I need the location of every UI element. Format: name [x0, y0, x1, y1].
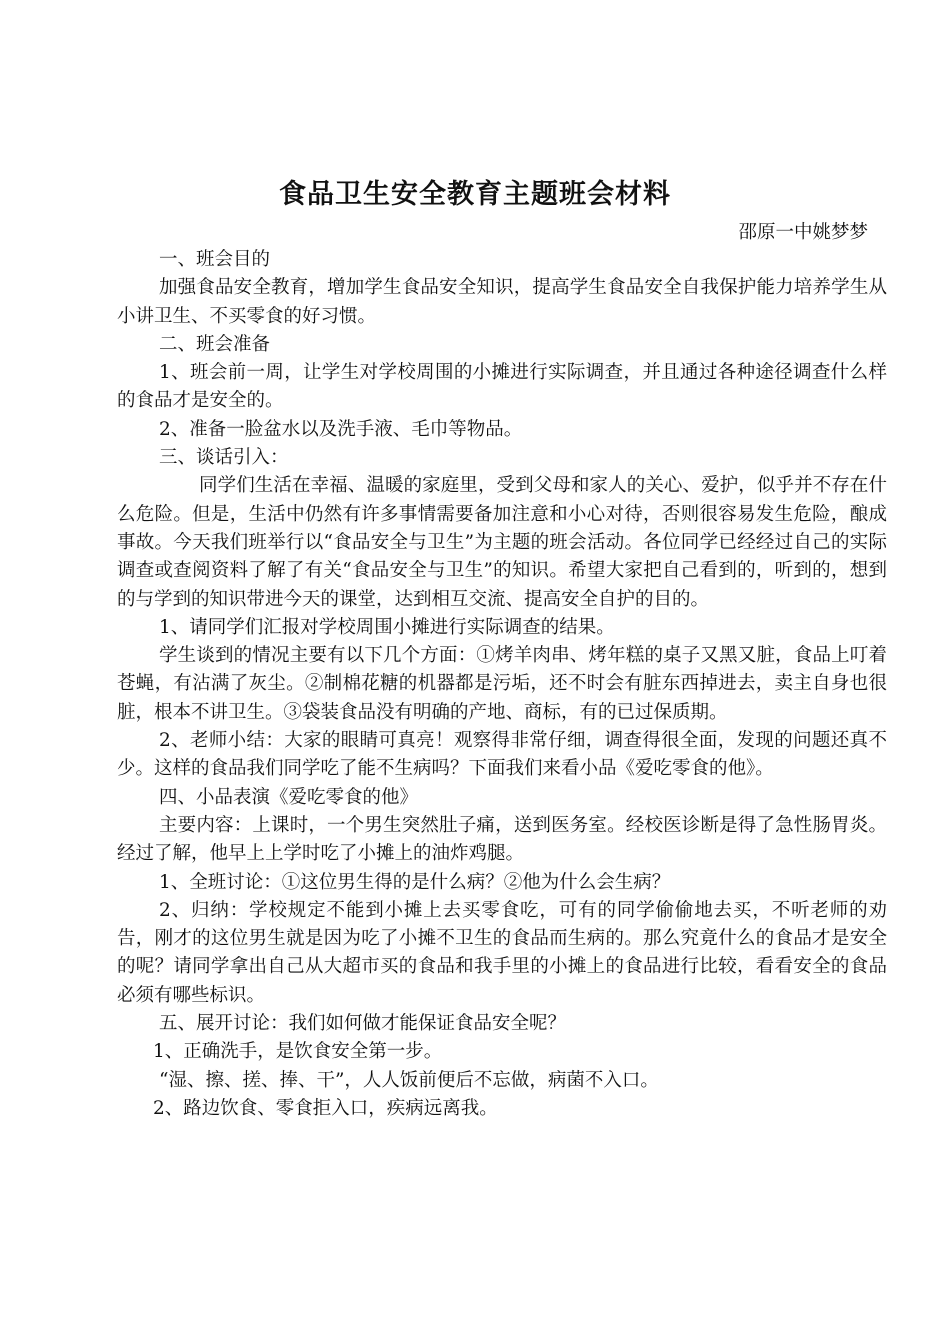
paragraph: 2、路边饮食、零食拒入口，疾病远离我。 [153, 1097, 498, 1119]
paragraph: 1、请同学们汇报对学校周围小摊进行实际调查的结果。 [159, 616, 615, 638]
paragraph: 2、准备一脸盆水以及洗手液、毛巾等物品。 [159, 418, 523, 440]
document-title: 食品卫生安全教育主题班会材料 [279, 179, 671, 210]
section-heading-5: 五、展开讨论：我们如何做才能保证食品安全呢？ [159, 1013, 567, 1035]
paragraph: 1、全班讨论：①这位男生得的是什么病？②他为什么会生病？ [159, 871, 671, 893]
paragraph: 1、班会前一周，让学生对学校周围的小摊进行实际调查，并且通过各种途径调查什么样的食品才是安全的。 [117, 362, 887, 412]
paragraph: 同学们生活在幸福、温暖的家庭里，受到父母和家人的关心、爱护，似乎并不存在什么危险。但是，生活中仍然有许多事情需要备加注意和小心对待，否则很容易发生危险，酿成事故。今天我们班举行以“食品安全与卫生”为主题的班会活动。各位同学已经经过自己的实际调查或查阅资料了解了有关“食品安全与卫生”的知识。希望大家把自己看到的，听到的，想到的与学到的知识带进今天的课堂，达到相互交流、提高安全自护的目的。 [117, 475, 887, 610]
paragraph: 加强食品安全教育，增加学生食品安全知识，提高学生食品安全自我保护能力培养学生从小讲卫生、不买零食的好习惯。 [117, 277, 887, 327]
paragraph: “湿、擦、搓、捧、干”，人人饭前便后不忘做，病菌不入口。 [159, 1069, 659, 1091]
paragraph: 2、老师小结：大家的眼睛可真亮！观察得非常仔细，调查得很全面，发现的问题还真不少。这样的食品我们同学吃了能不生病吗？下面我们来看小品《爱吃零食的他》。 [117, 730, 887, 780]
paragraph: 主要内容：上课时，一个男生突然肚子痛，送到医务室。经校医诊断是得了急性肠胃炎。经过了解，他早上上学时吃了小摊上的油炸鸡腿。 [117, 814, 887, 865]
document-body [117, 246, 887, 1123]
section-heading-2: 二、班会准备 [159, 333, 271, 355]
section-heading-4: 四、小品表演《爱吃零食的他》 [159, 786, 419, 808]
section-heading-3: 三、谈话引入： [159, 447, 289, 469]
paragraph: 学生谈到的情况主要有以下几个方面：①烤羊肉串、烤年糕的桌子又黑又脏，食品上叮着苍蝇，有沾满了灰尘。②制棉花糖的机器都是污垢，还不时会有脏东西掉进去，卖主自身也很脏，根本不讲卫生。③袋装食品没有明确的产地、商标，有的已过保质期。 [117, 645, 887, 723]
section-heading-1: 一、班会目的 [159, 249, 271, 270]
document-author: 邵原一中姚梦梦 [738, 222, 868, 243]
paragraph: 2、归纳：学校规定不能到小摊上去买零食吃，可有的同学偷偷地去买，不听老师的劝告，刚才的这位男生就是因为吃了小摊不卫生的食品而生病的。那么究竟什么的食品才是安全的呢？请同学拿出自己从大超市买的食品和我手里的小摊上的食品进行比较，看看安全的食品必须有哪些标识。 [117, 899, 887, 1006]
paragraph: 1、正确洗手，是饮食安全第一步。 [153, 1041, 443, 1063]
